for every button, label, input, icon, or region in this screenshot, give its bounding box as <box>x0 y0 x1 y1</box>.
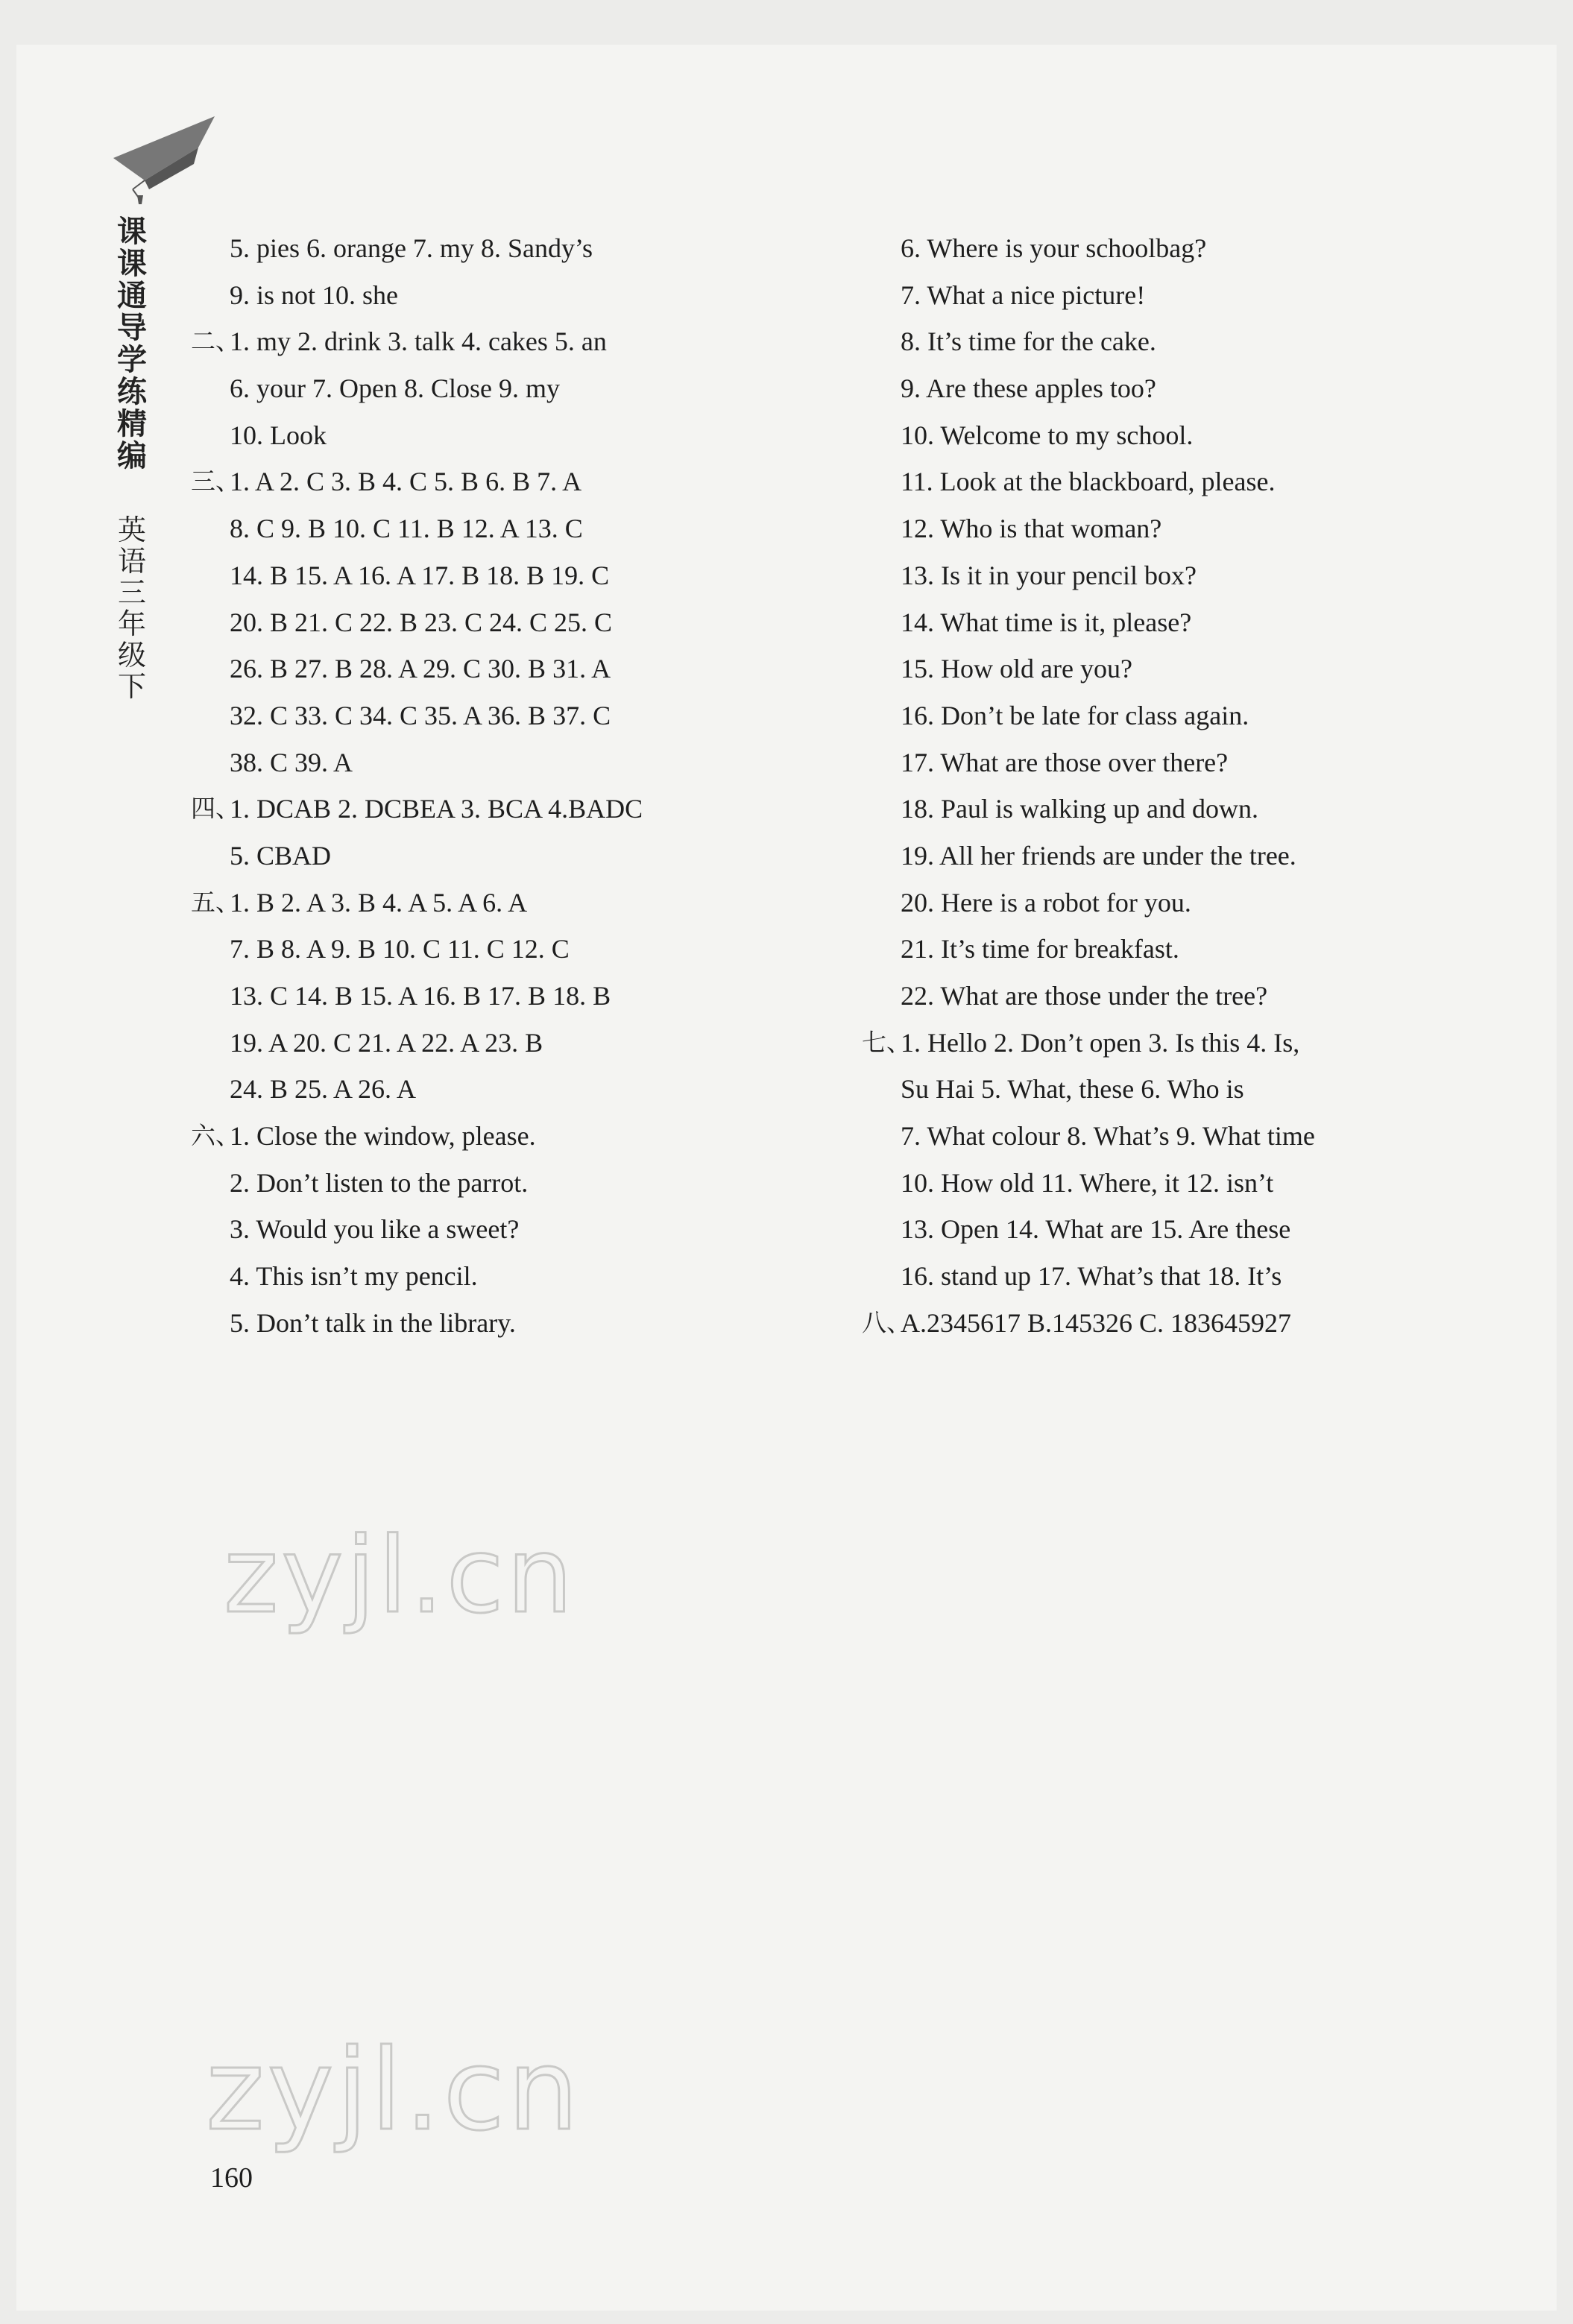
subject-grade: 英语三年级下 <box>117 514 146 703</box>
answer-text: 14. What time is it, please? <box>901 607 1192 637</box>
answer-text: 9. Are these apples too? <box>901 373 1156 404</box>
answer-text: 22. What are those under the tree? <box>901 981 1268 1011</box>
answer-line <box>191 225 832 272</box>
answer-column-left <box>191 225 832 1347</box>
answer-line <box>191 880 832 926</box>
answer-text: 5. Don’t talk in the library. <box>230 1307 516 1338</box>
answer-line <box>862 1160 1518 1207</box>
answer-line <box>191 412 832 459</box>
answer-line <box>862 1253 1518 1300</box>
answer-text: 20. B 21. C 22. B 23. C 24. C 25. C <box>230 607 613 637</box>
answer-line <box>191 833 832 880</box>
answer-line <box>862 1113 1518 1160</box>
answer-text: 13. C 14. B 15. A 16. B 17. B 18. B <box>230 981 611 1011</box>
answer-line <box>862 599 1518 646</box>
answer-text: 14. B 15. A 16. A 17. B 18. B 19. C <box>230 560 610 590</box>
series-title: 课课通导学练精编 <box>117 215 147 473</box>
answer-line <box>191 365 832 412</box>
answer-text: 1. Hello 2. Don’t open 3. Is this 4. Is, <box>901 1027 1300 1058</box>
answer-line <box>191 1020 832 1067</box>
graduation-cap-icon <box>110 112 222 205</box>
section-marker: 四、 <box>191 794 240 824</box>
section-marker: 三、 <box>191 467 240 496</box>
answer-text: 1. DCAB 2. DCBEA 3. BCA 4.BADC <box>230 794 643 824</box>
answer-line <box>191 973 832 1020</box>
answer-line <box>862 880 1518 926</box>
answer-text: 5. pies 6. orange 7. my 8. Sandy’s <box>230 233 593 263</box>
answer-line <box>862 739 1518 786</box>
answer-line <box>862 926 1518 973</box>
answer-line <box>191 692 832 739</box>
answer-text: 11. Look at the blackboard, please. <box>901 467 1276 497</box>
answer-text: 9. is not 10. she <box>230 280 399 310</box>
answer-line <box>862 973 1518 1020</box>
answer-text: 13. Is it in your pencil box? <box>901 560 1197 590</box>
answer-line <box>862 365 1518 412</box>
answer-line <box>191 272 832 319</box>
answer-line <box>191 1160 832 1207</box>
answer-text: 6. Where is your schoolbag? <box>901 233 1207 263</box>
answer-text: 19. All her friends are under the tree. <box>901 840 1296 871</box>
answer-text: A.2345617 B.145326 C. 183645927 <box>901 1307 1292 1338</box>
answer-line <box>191 645 832 692</box>
answer-line <box>862 1300 1518 1347</box>
watermark: zyjl.cn <box>224 1515 576 1637</box>
answer-text: 1. Close the window, please. <box>230 1121 536 1152</box>
answer-text: 5. CBAD <box>230 840 332 871</box>
answer-text: 7. What a nice picture! <box>901 280 1146 310</box>
answer-line <box>191 1113 832 1160</box>
answer-line <box>191 1253 832 1300</box>
answer-line <box>862 505 1518 552</box>
answer-text: 10. Look <box>230 420 327 450</box>
answer-text: 1. A 2. C 3. B 4. C 5. B 6. B 7. A <box>230 467 582 497</box>
answer-text: 8. It’s time for the cake. <box>901 326 1156 357</box>
answer-text: 10. How old 11. Where, it 12. isn’t <box>901 1167 1274 1198</box>
answer-text: 17. What are those over there? <box>901 747 1229 777</box>
answer-text: 8. C 9. B 10. C 11. B 12. A 13. C <box>230 514 583 544</box>
answer-text: 7. B 8. A 9. B 10. C 11. C 12. C <box>230 934 570 964</box>
answer-line <box>862 645 1518 692</box>
answer-text: 16. stand up 17. What’s that 18. It’s <box>901 1261 1282 1292</box>
vertical-header <box>112 216 152 702</box>
section-marker: 二、 <box>191 326 240 356</box>
section-marker: 八、 <box>862 1307 911 1337</box>
answer-text: 6. your 7. Open 8. Close 9. my <box>230 373 560 404</box>
answer-line <box>191 1206 832 1253</box>
answer-column-right <box>862 225 1518 1347</box>
answer-line <box>191 599 832 646</box>
page-number: 160 <box>210 2162 253 2194</box>
answer-line <box>191 458 832 505</box>
answer-line <box>191 739 832 786</box>
answer-line <box>862 458 1518 505</box>
answer-line <box>191 552 832 599</box>
answer-text: 20. Here is a robot for you. <box>901 887 1191 918</box>
answer-line <box>191 926 832 973</box>
answer-text: 10. Welcome to my school. <box>901 420 1194 450</box>
answer-text: 1. my 2. drink 3. talk 4. cakes 5. an <box>230 326 607 357</box>
answer-line <box>862 318 1518 365</box>
answer-text: 3. Would you like a sweet? <box>230 1214 520 1245</box>
answer-line <box>862 833 1518 880</box>
answer-line <box>191 318 832 365</box>
answer-line <box>862 552 1518 599</box>
answer-text: 2. Don’t listen to the parrot. <box>230 1167 529 1198</box>
answer-line <box>862 225 1518 272</box>
answer-text: 21. It’s time for breakfast. <box>901 934 1179 964</box>
answer-text: 24. B 25. A 26. A <box>230 1074 417 1105</box>
section-marker: 五、 <box>191 887 240 917</box>
answer-text: 18. Paul is walking up and down. <box>901 794 1258 824</box>
answer-text: 7. What colour 8. What’s 9. What time <box>901 1121 1315 1152</box>
answer-text: 13. Open 14. What are 15. Are these <box>901 1214 1291 1245</box>
answer-line <box>862 692 1518 739</box>
answer-text: 1. B 2. A 3. B 4. A 5. A 6. A <box>230 887 528 918</box>
answer-text: 4. This isn’t my pencil. <box>230 1261 478 1292</box>
answer-line <box>191 1300 832 1347</box>
answer-text: 38. C 39. A <box>230 747 353 777</box>
answer-text: 32. C 33. C 34. C 35. A 36. B 37. C <box>230 700 611 730</box>
answer-text: 26. B 27. B 28. A 29. C 30. B 31. A <box>230 654 611 684</box>
answer-text: 16. Don’t be late for class again. <box>901 700 1249 730</box>
answer-line <box>862 412 1518 459</box>
answer-line <box>862 786 1518 833</box>
answer-text: 12. Who is that woman? <box>901 514 1162 544</box>
answer-text: 19. A 20. C 21. A 22. A 23. B <box>230 1027 543 1058</box>
answer-line <box>862 1066 1518 1113</box>
answer-line <box>862 1206 1518 1253</box>
answer-line <box>862 272 1518 319</box>
answer-line <box>191 786 832 833</box>
answer-line <box>191 505 832 552</box>
section-marker: 六、 <box>191 1121 240 1151</box>
answer-line <box>191 1066 832 1113</box>
section-marker: 七、 <box>862 1027 911 1057</box>
answer-text: 15. How old are you? <box>901 654 1132 684</box>
answer-text: Su Hai 5. What, these 6. Who is <box>901 1074 1244 1105</box>
watermark: zyjl.cn <box>206 2026 582 2156</box>
answer-line <box>862 1020 1518 1067</box>
